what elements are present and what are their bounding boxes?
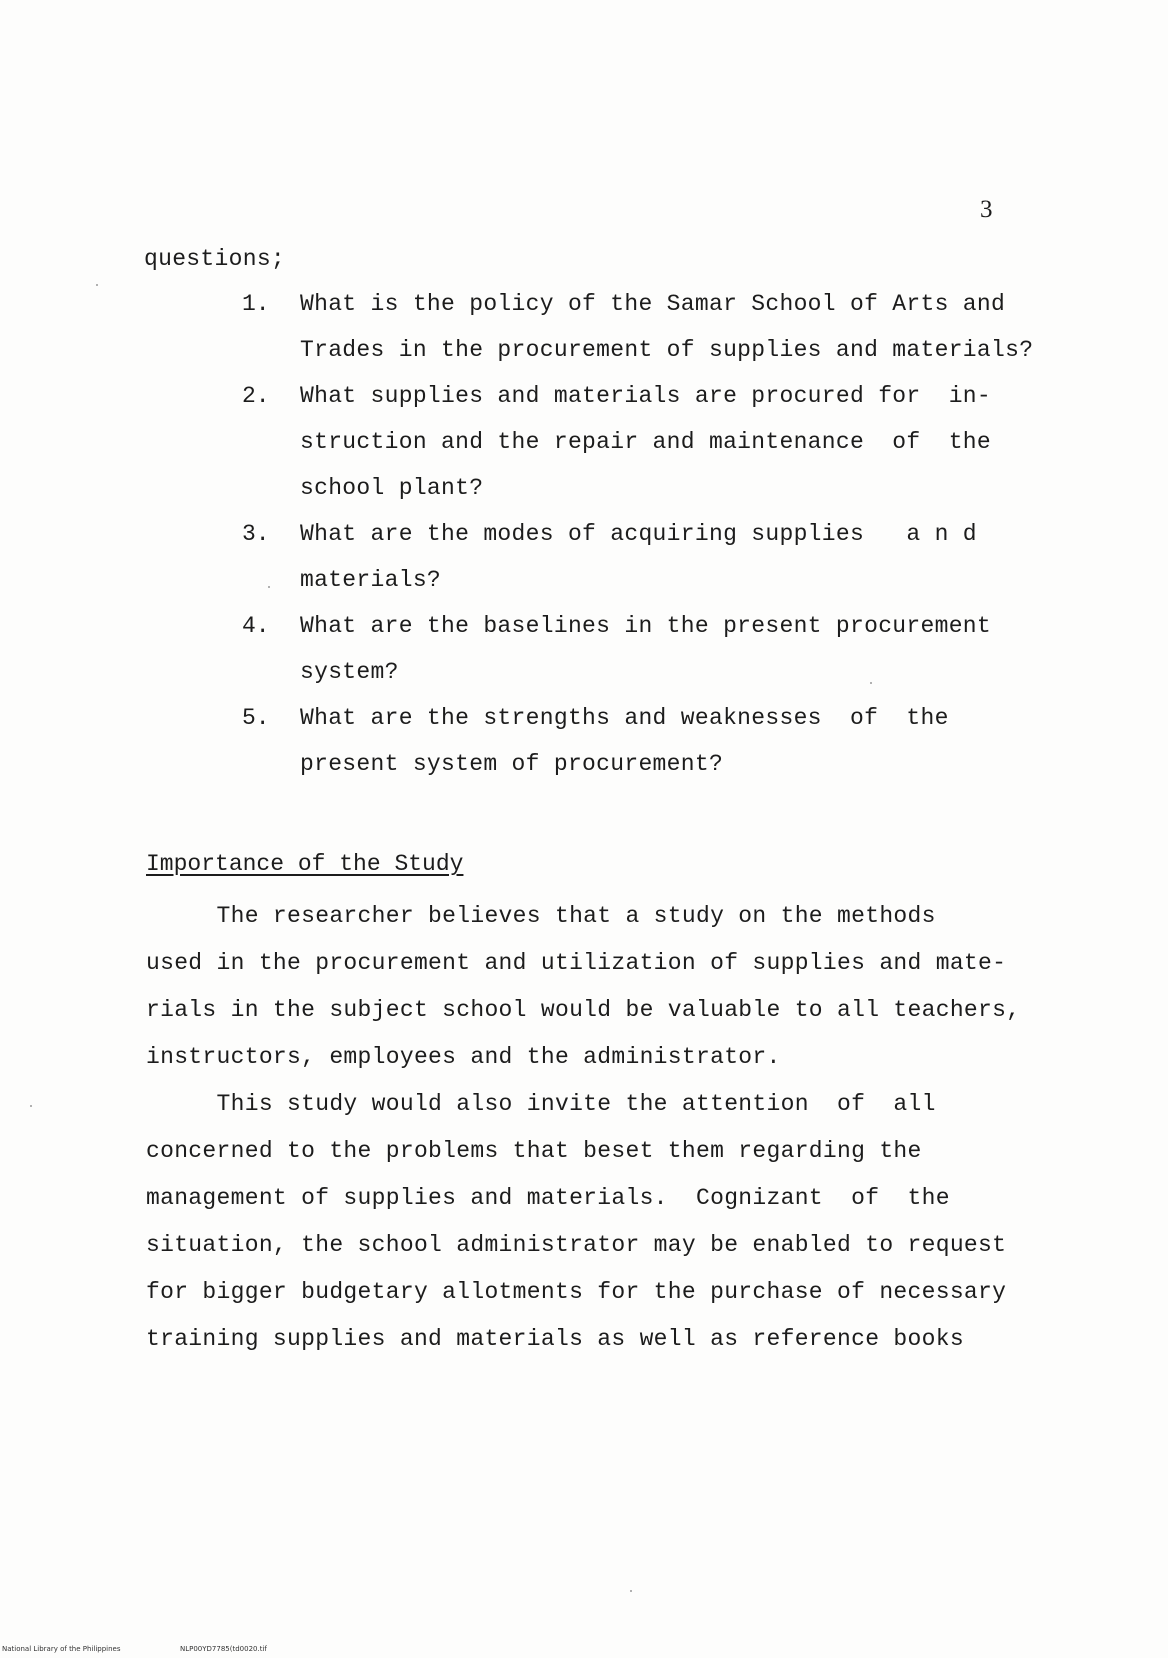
paragraph-line: concerned to the problems that beset them regarding the	[146, 1138, 922, 1164]
paragraph-line: instructors, employees and the administrator.	[146, 1044, 781, 1070]
paragraph-line: for bigger budgetary allotments for the purchase of necessary	[146, 1279, 1007, 1305]
question-number: 5.	[242, 705, 270, 731]
question-number: 1.	[242, 291, 270, 317]
paragraph-line: used in the procurement and utilization of supplies and mate-	[146, 950, 1007, 976]
intro-text: questions;	[144, 246, 286, 272]
question-line: present system of procurement?	[300, 751, 724, 777]
page-number: 3	[980, 196, 993, 223]
question-line: system?	[300, 659, 399, 685]
footer-filename: NLP00YD7785(td0020.tif	[180, 1645, 267, 1653]
scan-speck	[30, 1105, 32, 1107]
section-heading: Importance of the Study	[146, 851, 464, 877]
scan-speck	[268, 586, 270, 588]
question-number: 3.	[242, 521, 270, 547]
question-line: What are the strengths and weaknesses of the	[300, 705, 949, 731]
question-line: What are the baselines in the present procurement	[300, 613, 992, 639]
paragraph-line: This study would also invite the attention of all	[146, 1091, 936, 1117]
paragraph-line: training supplies and materials as well as reference books	[146, 1326, 964, 1352]
question-line: struction and the repair and maintenance of the	[300, 429, 992, 455]
question-line: Trades in the procurement of supplies and materials?	[300, 337, 1034, 363]
question-line: What supplies and materials are procured for in-	[300, 383, 992, 409]
scan-speck	[96, 284, 98, 286]
scan-speck	[870, 682, 872, 684]
question-line: materials?	[300, 567, 442, 593]
question-number: 2.	[242, 383, 270, 409]
paragraph-line: rials in the subject school would be valuable to all teachers,	[146, 997, 1021, 1023]
paragraph-line: situation, the school administrator may be enabled to request	[146, 1232, 1007, 1258]
scan-speck	[630, 1590, 632, 1592]
question-number: 4.	[242, 613, 270, 639]
question-line: What are the modes of acquiring supplies a n d	[300, 521, 977, 547]
paragraph-line: The researcher believes that a study on the methods	[146, 903, 936, 929]
paragraph-line: management of supplies and materials. Cognizant of the	[146, 1185, 950, 1211]
question-line: What is the policy of the Samar School of Arts and	[300, 291, 1006, 317]
footer-library: National Library of the Philippines	[2, 1645, 121, 1653]
question-line: school plant?	[300, 475, 484, 501]
